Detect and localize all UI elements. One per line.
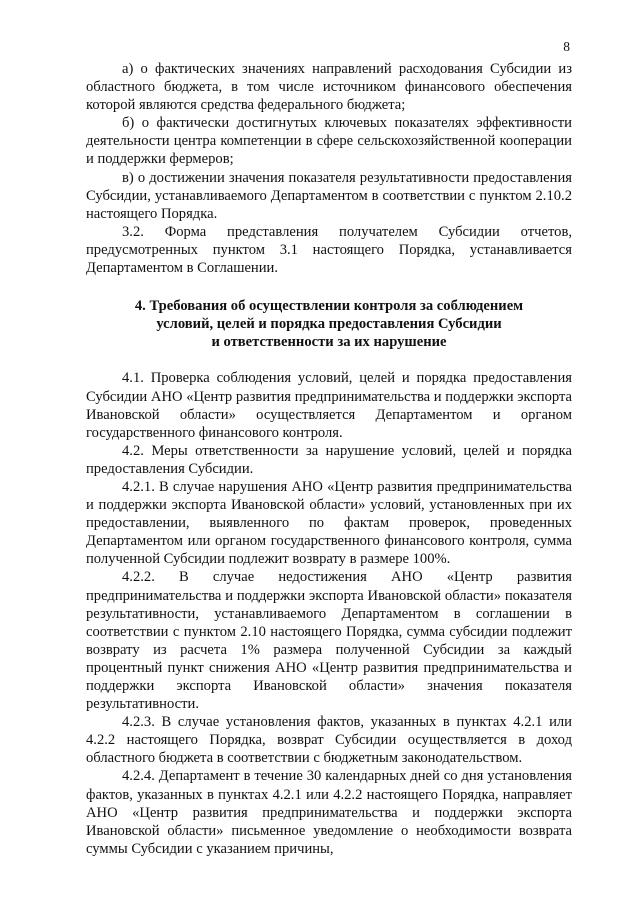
paragraph-4-1: 4.1. Проверка соблюдения условий, целей и порядка предоставления Субсидии АНО «Центр развития предпринимательства и поддержки экспорта Ивановской области» осуществляется Департаментом и органом государственного финансового контроля. <box>86 370 572 441</box>
section-heading <box>86 297 572 351</box>
page-number: 8 <box>563 39 570 54</box>
paragraph-3-2: 3.2. Форма представления получателем Субсидии отчетов, предусмотренных пунктом 3.1 настоящего Порядка, устанавливается Департаментом в Соглашении. <box>86 223 572 277</box>
paragraph-4-2-1: 4.2.1. В случае нарушения АНО «Центр развития предпринимательства и поддержки экспорта Ивановской области» условий, установленных при их предоставлении, выявленного по фактам проверок, проведенных Департаментом или органом государственного финансового контроля, сумма полученной Субсидии подлежит возврату в размере 100%. <box>86 478 572 568</box>
paragraph-4-2: 4.2. Меры ответственности за нарушение условий, целей и порядка предоставления Субсидии. <box>86 442 572 477</box>
paragraph-report-a: а) о фактических значениях направлений расходования Субсидии из областного бюджета, в том числе источником финансового обеспечения которой являются средства федерального бюджета; <box>86 61 572 114</box>
paragraph-4-2-2: 4.2.2. В случае недостижения АНО «Центр развития предпринимательства и поддержки экспорта Ивановской области» показателя результативности, устанавливаемого Департаментом в соглашении в соответствии с пунктом 2.10 настоящего Порядка, сумма субсидии подлежит возврату из расчета 1% размера полученной Субсидии за каждый процентный пункт снижения АНО «Центр развития предпринимательства и поддержки экспорта Ивановской области» значения показателя результативности. <box>86 569 572 713</box>
section-heading-line-1: 4. Требования об осуществлении контроля за соблюдением <box>134 298 524 315</box>
paragraph-4-2-3: 4.2.3. В случае установления фактов, указанных в пунктах 4.2.1 или 4.2.2 настоящего Порядка, возврат Субсидии осуществляется в доход областного бюджета в соответствии с бюджетным законодательством. <box>86 714 572 767</box>
paragraph-report-b: б) о фактически достигнутых ключевых показателях эффективности деятельности центра компетенции в сфере сельскохозяйственной кооперации и поддержки фермеров; <box>86 115 572 168</box>
section-heading-line-3: и ответственности за их нарушение <box>211 334 447 351</box>
paragraph-report-c: в) о достижении значения показателя результативности предоставления Субсидии, устанавливаемого Департаментом в соответствии с пунктом 2.10.2 настоящего Порядка. <box>86 169 572 222</box>
section-heading-line-2: условий, целей и порядка предоставления Субсидии <box>156 316 502 333</box>
document-page <box>86 38 572 858</box>
paragraph-4-2-4: 4.2.4. Департамент в течение 30 календарных дней со дня установления фактов, указанных в пунктах 4.2.1 или 4.2.2 настоящего Порядка, направляет АНО «Центр развития предпринимательства и поддержки экспорта Ивановской области» письменное уведомление о необходимости возврата суммы Субсидии с указанием причины, <box>86 768 572 857</box>
document-body <box>86 60 572 858</box>
